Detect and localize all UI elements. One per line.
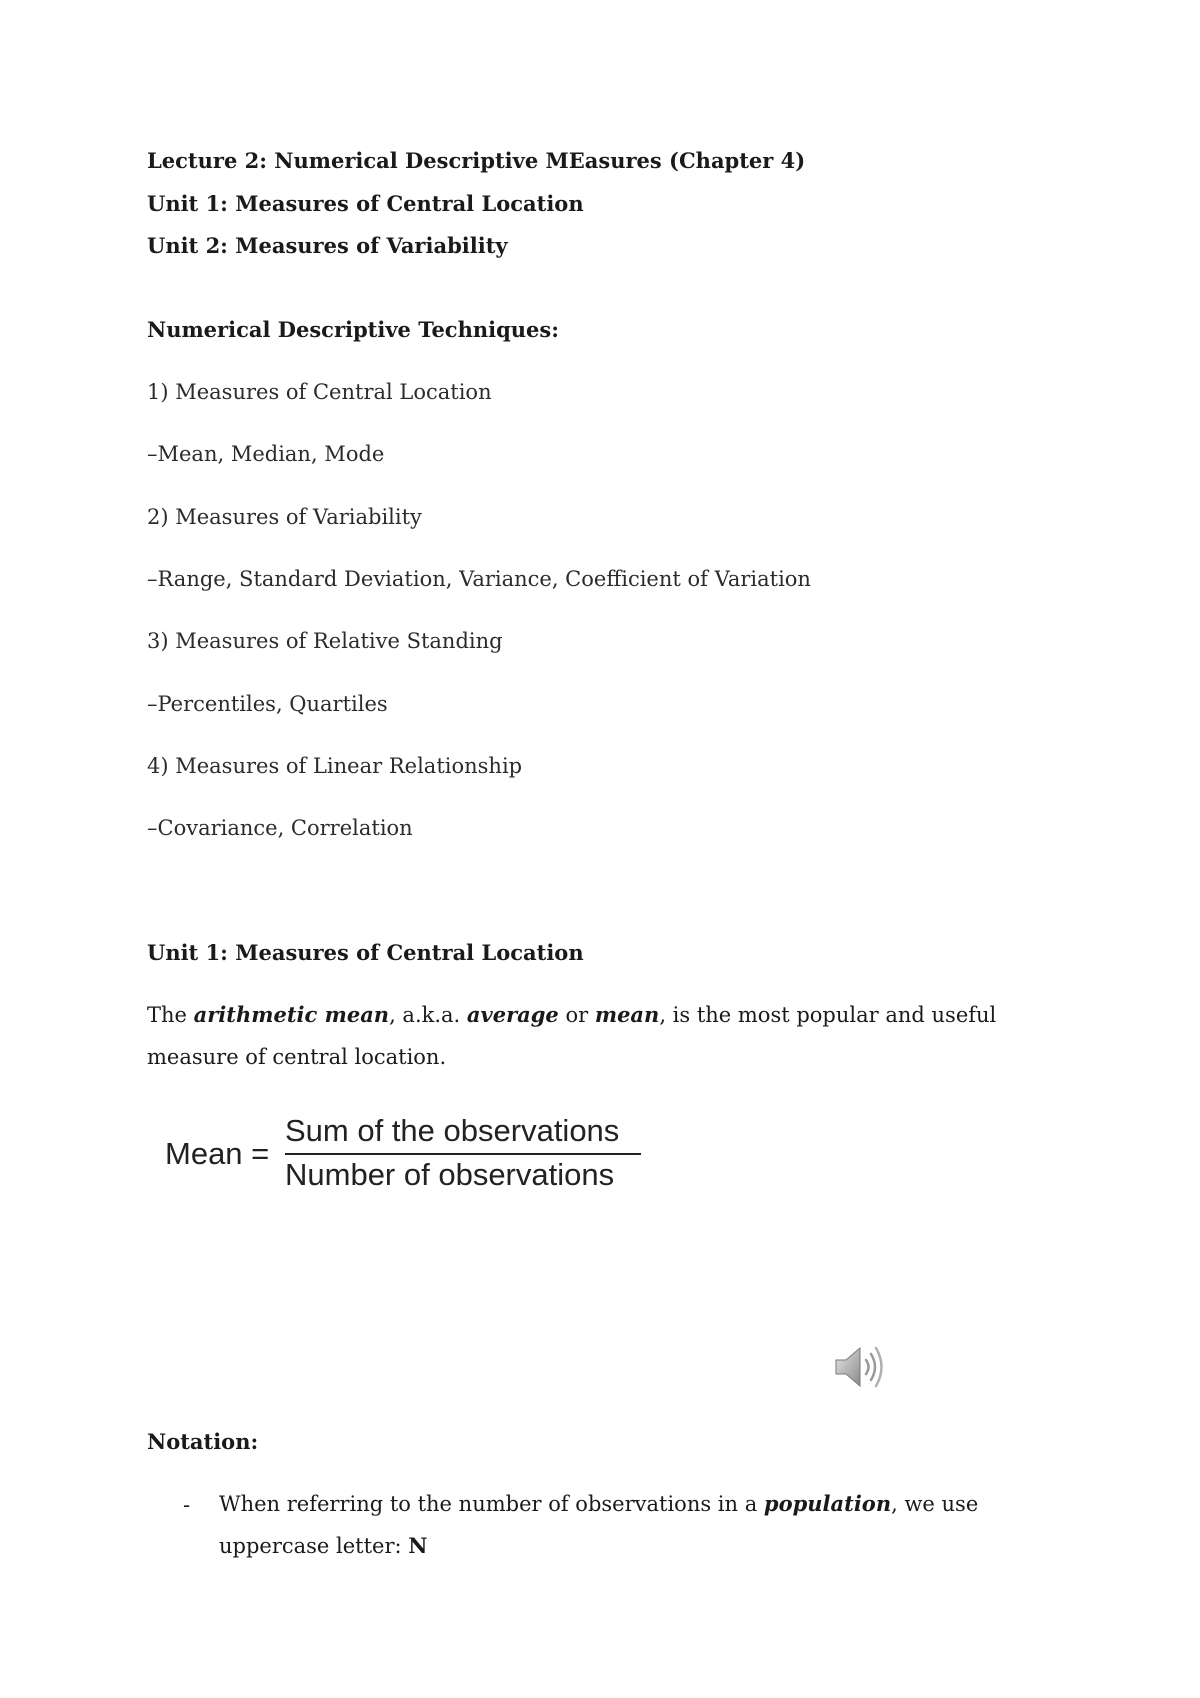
bullet1-text-1: When referring to the number of observations in a xyxy=(219,1492,764,1516)
term-mean: mean xyxy=(594,1002,660,1027)
mean-def-text-2: , a.k.a. xyxy=(389,1003,467,1027)
formula-denominator: Number of observations xyxy=(285,1157,615,1192)
notation-bullet-1 xyxy=(219,1483,1039,1567)
formula-numerator: Sum of the observations xyxy=(285,1113,620,1148)
mean-definition xyxy=(147,994,1027,1078)
mean-formula xyxy=(165,1112,645,1192)
technique-2-detail: –Range, Standard Deviation, Variance, Coefficient of Variation xyxy=(147,567,811,591)
fraction-bar xyxy=(285,1153,641,1155)
symbol-N: N xyxy=(408,1533,428,1558)
bullet-marker: - xyxy=(183,1493,191,1517)
mean-def-text-3: or xyxy=(558,1003,595,1027)
unit1-heading: Unit 1: Measures of Central Location xyxy=(147,940,584,965)
technique-4-detail: –Covariance, Correlation xyxy=(147,816,413,840)
techniques-heading: Numerical Descriptive Techniques: xyxy=(147,317,559,342)
technique-2-title: 2) Measures of Variability xyxy=(147,505,422,529)
formula-lhs: Mean = xyxy=(165,1136,270,1171)
lecture-title: Lecture 2: Numerical Descriptive MEasures (Chapter 4) xyxy=(147,148,806,173)
mean-def-text-4: , is the most popular and useful measure of central location. xyxy=(147,1003,997,1069)
technique-1-detail: –Mean, Median, Mode xyxy=(147,442,385,466)
bullet1-text-2: , we use uppercase letter: xyxy=(219,1492,979,1558)
notation-heading: Notation: xyxy=(147,1429,259,1454)
technique-3-title: 3) Measures of Relative Standing xyxy=(147,629,503,653)
speaker-icon[interactable] xyxy=(830,1340,884,1394)
term-arithmetic-mean: arithmetic mean xyxy=(193,1002,390,1027)
mean-def-text-1: The xyxy=(147,1003,194,1027)
unit1-title: Unit 1: Measures of Central Location xyxy=(147,191,584,216)
technique-4-title: 4) Measures of Linear Relationship xyxy=(147,754,523,778)
technique-3-detail: –Percentiles, Quartiles xyxy=(147,692,388,716)
technique-1-title: 1) Measures of Central Location xyxy=(147,380,492,404)
unit2-title: Unit 2: Measures of Variability xyxy=(147,233,508,258)
term-population: population xyxy=(763,1491,892,1516)
speaker-icon-graphic xyxy=(830,1340,884,1394)
term-average: average xyxy=(466,1002,559,1027)
